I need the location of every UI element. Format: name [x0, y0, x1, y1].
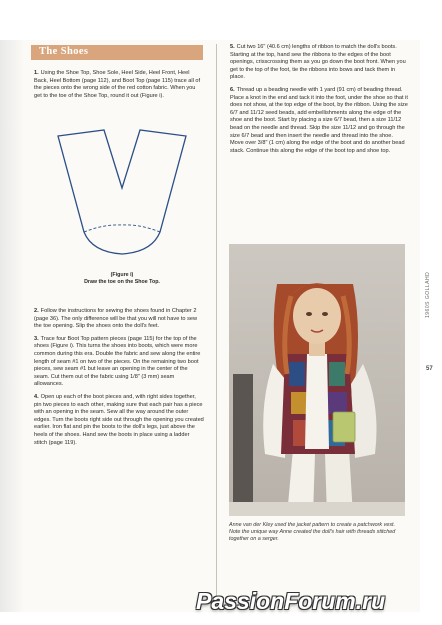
- step-4: 4. Open up each of the boot pieces and, with right sides together, pin two pieces to each other, making sure that each pair has a piece with an opening in the seam. Sew all the way around the outer edges. Turn the boots right side out through the opening you created earlier. Iron flat and pin the boots to the doll's legs, just above the heels of the shoes. Hand sew the boots in place using a ladder stitch (page 119).: [34, 393, 204, 446]
- step-number: 1.: [34, 70, 39, 76]
- doll-photo: [229, 244, 405, 516]
- photo-caption: Anne van der Kley used the jacket pattern to create a patchwork vest. Note the unique way Anne created the doll's hair with threads stitched together on a serger.: [229, 522, 396, 542]
- chapter-side-tab: 1960S GOLLAHD: [425, 271, 431, 318]
- steps-2-4: [34, 308, 204, 447]
- doll-illustration: [229, 244, 405, 516]
- page-edge-shadow: [0, 40, 24, 612]
- figure-number: (Figure i): [110, 272, 134, 278]
- step-3: 3. Trace four Boot Top pattern pieces (page 115) for the top of the shoes (Figure i). This turns the shoes into boots, which were more common during this era. Double the fabric and sew along the entire length of seam #1 on two of the pieces. On the remaining two boot pieces, sew seam #1 but leave an opening in the center of the seam. Cut them out of the fabric using 1/8" (3 mm) seam allowances.: [34, 335, 201, 388]
- column-divider: [216, 44, 217, 604]
- section-heading-bar: [31, 45, 203, 60]
- step-6: 6. Thread up a beading needle with 1 yard (91 cm) of beading thread. Place a knot in the end and tack it into the foot, under the shoe so that it does not show, at the top edge of the boot, by the ribbon. Using the size 6/7 and 11/12 seed beads, add embellishments along the edge of the shoe and the boot. Start by placing a size 6/7 bead, then a size 11/12 bead on the needle and thread. Skip the size 11/12 and go through the size 6/7 bead and then insert the needle and thread into the shoe. Move over 3/8" (1 cm) along the edge of the boot and do another bead stack. Continue this along the edge of the boot top and shoe top.: [230, 86, 408, 154]
- watermark: PassionForum.ru: [196, 588, 386, 614]
- steps-5-6: [230, 44, 408, 155]
- toe-rounding-line: [84, 225, 160, 232]
- page-number: 57: [426, 366, 433, 372]
- step-2: 2. Follow the instructions for sewing the shoes found in Chapter 2 (page 36). The only difference will be that you will not have to sew the toe opening. Slip the shoes onto the doll's feet.: [34, 308, 198, 330]
- step-text: Using the Shoe Top, Shoe Sole, Heel Side, Heel Front, Heel Back, Heel Bottom (page 112), and Boot Top (page 115) trace all of the pieces onto the wrong side of the red cotton fabric. When you get to the toe of the Shoe Top, round it out (Figure i).: [34, 70, 201, 99]
- step-1: [34, 70, 204, 100]
- shoe-top-pattern-figure: [44, 128, 200, 258]
- shoe-top-outline: [58, 130, 186, 254]
- figure-caption: [44, 272, 200, 285]
- step-5: 5. Cut two 16" (40.6 cm) lengths of ribbon to match the doll's boots. Starting at the top, hand sew the ribbons to the edges of the boot openings, crisscrossing them as you go down the boot front. When you get to the top of the foot, tie the ribbons into bows and tack them in place.: [230, 44, 406, 81]
- section-title: The Shoes: [39, 46, 89, 57]
- figure-caption-text: Draw the toe on the Shoe Top.: [84, 278, 160, 285]
